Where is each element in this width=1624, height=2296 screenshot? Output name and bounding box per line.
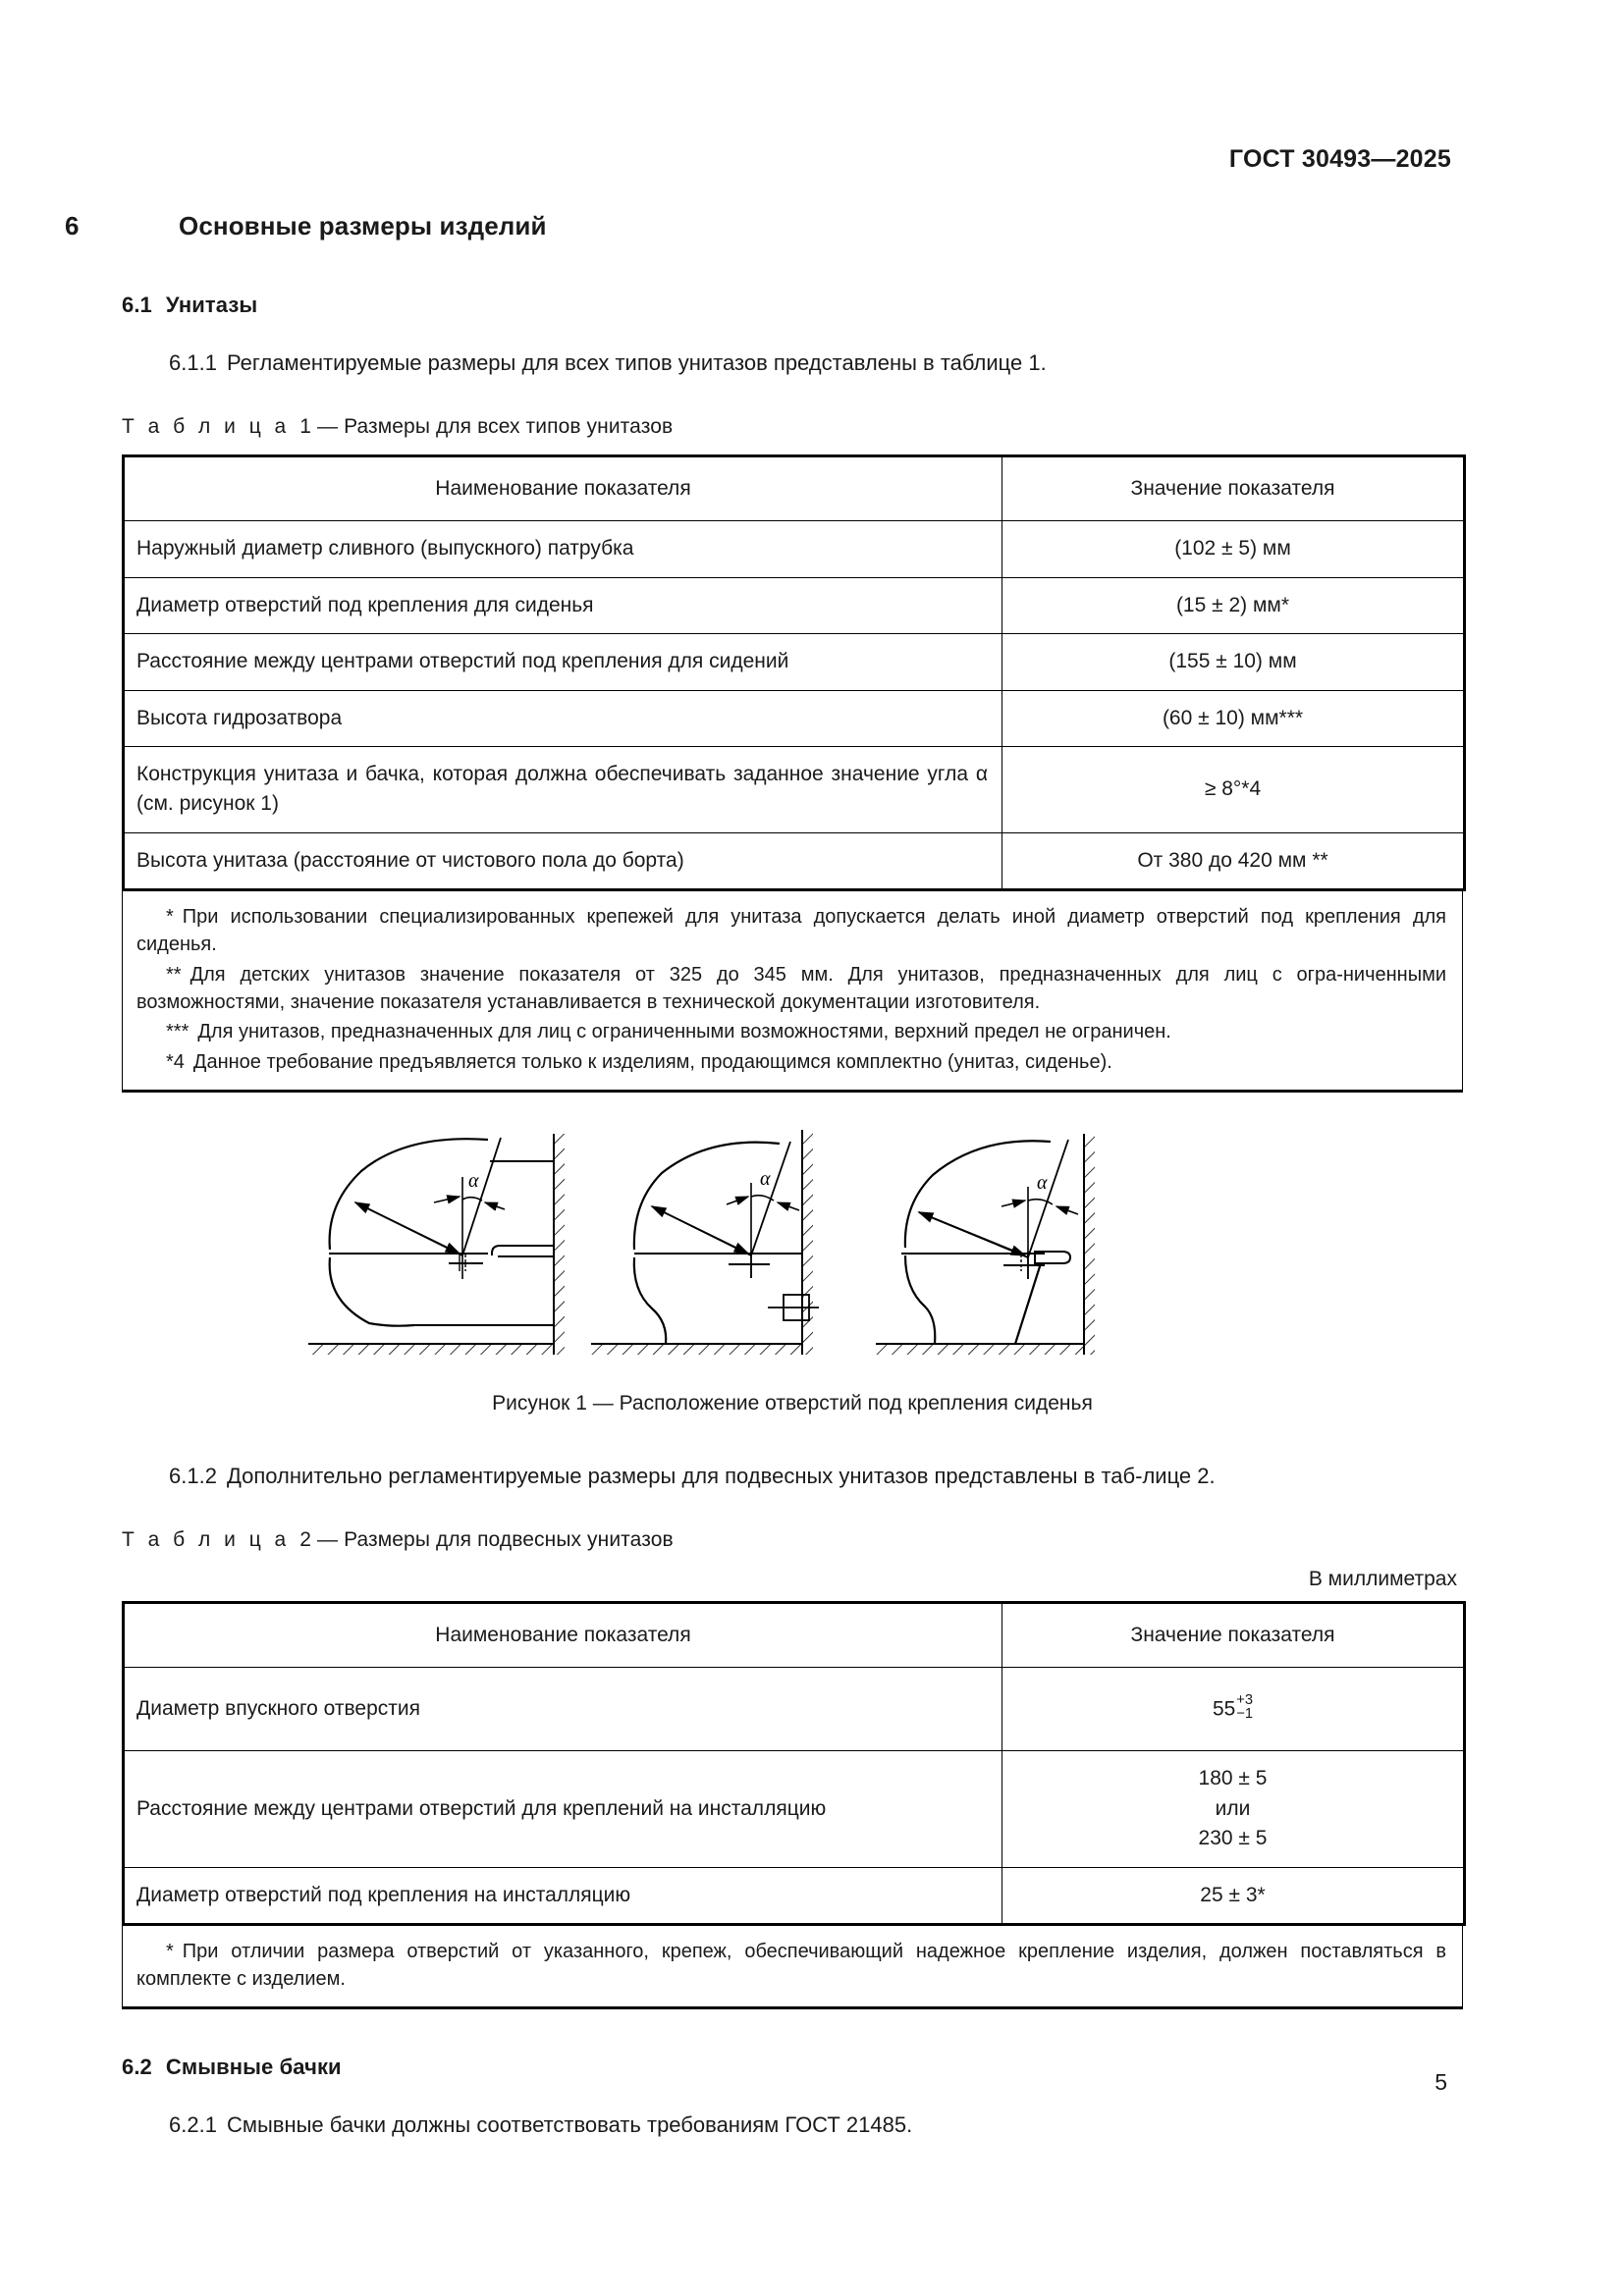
heading-section-6-2 bbox=[122, 2055, 1463, 2080]
paragraph-6-1-1-text: Регламентируемые размеры для всех типов унитазов представлены в таблице 1. bbox=[226, 350, 1047, 375]
table-row bbox=[124, 832, 1465, 889]
paragraph-6-1-2-number: 6.1.2 bbox=[169, 1464, 217, 1489]
table-1-caption-number: 1 bbox=[299, 415, 312, 439]
table-1-footnote-0 bbox=[136, 903, 1446, 959]
figure-1-caption-title: Расположение отверстий под крепления сиденья bbox=[619, 1392, 1093, 1415]
table-row bbox=[124, 1668, 1465, 1751]
paragraph-6-1-1 bbox=[122, 347, 1463, 378]
heading-section-6-2-title: Смывные бачки bbox=[165, 2055, 342, 2080]
table-1-row-0-value: (102 ± 5) мм bbox=[1002, 521, 1465, 577]
heading-section-6 bbox=[65, 211, 1463, 241]
table-2-row-1-name: Расстояние между центрами отверстий для креплений на инсталляцию bbox=[124, 1751, 1002, 1867]
page-number: 5 bbox=[1435, 2069, 1447, 2095]
document-header-standard-number: ГОСТ 30493—2025 bbox=[1228, 145, 1451, 173]
table-1-footnote-1 bbox=[136, 961, 1446, 1017]
figure-1-angle-label-2: α bbox=[760, 1168, 771, 1191]
table-2-header-name: Наименование показателя bbox=[124, 1603, 1002, 1668]
table-row bbox=[124, 577, 1465, 633]
paragraph-6-2-1-text: Смывные бачки должны соответствовать требованиям ГОСТ 21485. bbox=[226, 2112, 913, 2138]
table-1-caption-word: Т а б л и ц а bbox=[122, 415, 291, 439]
heading-section-6-1-number: 6.1 bbox=[122, 293, 152, 317]
table-2-footnotes bbox=[123, 1925, 1463, 2008]
table-2-row-0-value-sup: +3 bbox=[1236, 1692, 1254, 1709]
table-1-footnotes bbox=[123, 890, 1463, 1091]
paragraph-6-1-1-number: 6.1.1 bbox=[169, 350, 217, 375]
table-row bbox=[124, 690, 1465, 746]
table-2-footnote-0-text: При отличии размера отверстий от указанного, крепеж, обеспечивающий надежное крепление изделия, должен поставляться в комплекте с изделием. bbox=[136, 1940, 1446, 1990]
page-body bbox=[65, 211, 1463, 2141]
heading-section-6-1 bbox=[122, 293, 1463, 318]
table-2-row-0-value bbox=[1002, 1668, 1465, 1751]
table-1-footnote-1-text: Для детских унитазов значение показателя от 325 до 345 мм. Для унитазов, предназначенных для лиц с огра-ниченными возможностями, значение показателя устанавливается в технической документации изготовителя. bbox=[136, 963, 1446, 1013]
figure-1-drawing bbox=[297, 1126, 1288, 1371]
figure-1-caption-dash: — bbox=[592, 1392, 614, 1415]
table-1-row-2-name: Расстояние между центрами отверстий под крепления для сидений bbox=[124, 634, 1002, 690]
table-1-footnote-0-text: При использовании специализированных крепежей для унитаза допускается делать иной диаметр отверстий под крепления для сиденья. bbox=[136, 905, 1446, 956]
table-2-row-1-value-line-1: или bbox=[1215, 1796, 1251, 1820]
table-1-caption bbox=[122, 415, 1463, 439]
table-1-caption-title: Размеры для всех типов унитазов bbox=[344, 415, 674, 439]
table-1-footnote-2-mark: *** bbox=[166, 1021, 189, 1043]
figure-1-variant-2 bbox=[591, 1130, 819, 1355]
table-2-row-0-tolerance bbox=[1236, 1693, 1253, 1721]
table-2 bbox=[122, 1601, 1466, 1926]
table-1-header-row bbox=[124, 456, 1465, 521]
figure-1-variant-3 bbox=[876, 1134, 1095, 1355]
table-row bbox=[124, 521, 1465, 577]
table-2-header-value: Значение показателя bbox=[1002, 1603, 1465, 1668]
table-1-row-1-value: (15 ± 2) мм* bbox=[1002, 577, 1465, 633]
heading-section-6-title: Основные размеры изделий bbox=[179, 211, 547, 240]
table-1-row-2-value: (155 ± 10) мм bbox=[1002, 634, 1465, 690]
paragraph-6-2-1-number: 6.2.1 bbox=[169, 2112, 217, 2138]
table-2-units-note: В миллиметрах bbox=[1308, 1568, 1457, 1591]
table-2-row-0-value-base: 55 bbox=[1212, 1697, 1236, 1721]
table-row bbox=[124, 1751, 1465, 1867]
table-1-footnote-2 bbox=[136, 1018, 1446, 1045]
table-2-footnote-0 bbox=[136, 1938, 1446, 1994]
table-1-footnote-3-mark: *4 bbox=[166, 1050, 185, 1073]
table-1-footnote-3-text: Данное требование предъявляется только к изделиям, продающимся комплектно (унитаз, сиденье). bbox=[192, 1050, 1112, 1073]
table-2-row-1-value-line-0: 180 ± 5 bbox=[1198, 1767, 1268, 1790]
figure-1-variant-1 bbox=[308, 1134, 565, 1355]
table-1-row-5-value: От 380 до 420 мм ** bbox=[1002, 832, 1465, 889]
table-2-caption bbox=[122, 1528, 1463, 1552]
paragraph-6-1-2 bbox=[122, 1461, 1463, 1491]
table-2-row-0-value-sub: −1 bbox=[1236, 1706, 1254, 1723]
figure-1-caption bbox=[122, 1392, 1463, 1415]
table-2-caption-dash: — bbox=[317, 1528, 339, 1552]
table-1-header-value: Значение показателя bbox=[1002, 456, 1465, 521]
paragraph-6-1-2-text: Дополнительно регламентируемые размеры для подвесных унитазов представлены в таб-лице 2. bbox=[226, 1464, 1216, 1489]
table-1-row-0-name: Наружный диаметр сливного (выпускного) патрубка bbox=[124, 521, 1002, 577]
table-1-footnote-0-mark: * bbox=[166, 905, 174, 928]
table-1-footnote-2-text: Для унитазов, предназначенных для лиц с ограниченными возможностями, верхний предел не ограничен. bbox=[197, 1021, 1171, 1043]
table-2-caption-title: Размеры для подвесных унитазов bbox=[344, 1528, 674, 1552]
table-1-row-3-name: Высота гидрозатвора bbox=[124, 690, 1002, 746]
table-1-footnote-1-mark: ** bbox=[166, 963, 182, 986]
table-2-caption-number: 2 bbox=[299, 1528, 312, 1552]
table-1-row-3-value: (60 ± 10) мм*** bbox=[1002, 690, 1465, 746]
heading-section-6-number: 6 bbox=[65, 211, 80, 240]
table-1-caption-dash: — bbox=[317, 415, 339, 439]
table-2-row-2-name: Диаметр отверстий под крепления на инсталляцию bbox=[124, 1867, 1002, 1924]
table-2-header-row bbox=[124, 1603, 1465, 1668]
figure-1 bbox=[122, 1126, 1463, 1415]
table-1-row-5-name: Высота унитаза (расстояние от чистового пола до борта) bbox=[124, 832, 1002, 889]
table-2-row-0-name: Диаметр впускного отверстия bbox=[124, 1668, 1002, 1751]
table-1-row-4-name: Конструкция унитаза и бачка, которая должна обеспечивать заданное значение угла α (см. рисунок 1) bbox=[124, 746, 1002, 832]
table-1-footnote-3 bbox=[136, 1048, 1446, 1076]
figure-1-caption-word: Рисунок 1 bbox=[492, 1392, 587, 1415]
table-2-row-1-value-line-2: 230 ± 5 bbox=[1198, 1827, 1268, 1850]
table-1-header-name: Наименование показателя bbox=[124, 456, 1002, 521]
table-row bbox=[124, 1867, 1465, 1924]
paragraph-6-2-1 bbox=[122, 2109, 1463, 2140]
table-1-row-4-value: ≥ 8°*4 bbox=[1002, 746, 1465, 832]
heading-section-6-2-number: 6.2 bbox=[122, 2055, 152, 2080]
table-2-row-1-value bbox=[1002, 1751, 1465, 1867]
table-2-notes-block bbox=[122, 1925, 1463, 2010]
table-2-row-2-value: 25 ± 3* bbox=[1002, 1867, 1465, 1924]
table-1-notes-block bbox=[122, 890, 1463, 1093]
figure-1-angle-label-3: α bbox=[1037, 1172, 1048, 1195]
table-1 bbox=[122, 454, 1466, 891]
table-row bbox=[124, 746, 1465, 832]
table-2-footnote-0-mark: * bbox=[166, 1940, 174, 1962]
heading-section-6-1-title: Унитазы bbox=[165, 293, 258, 317]
table-2-caption-word: Т а б л и ц а bbox=[122, 1528, 291, 1552]
figure-1-angle-label-1: α bbox=[468, 1170, 479, 1193]
table-row bbox=[124, 634, 1465, 690]
table-1-row-1-name: Диаметр отверстий под крепления для сиденья bbox=[124, 577, 1002, 633]
